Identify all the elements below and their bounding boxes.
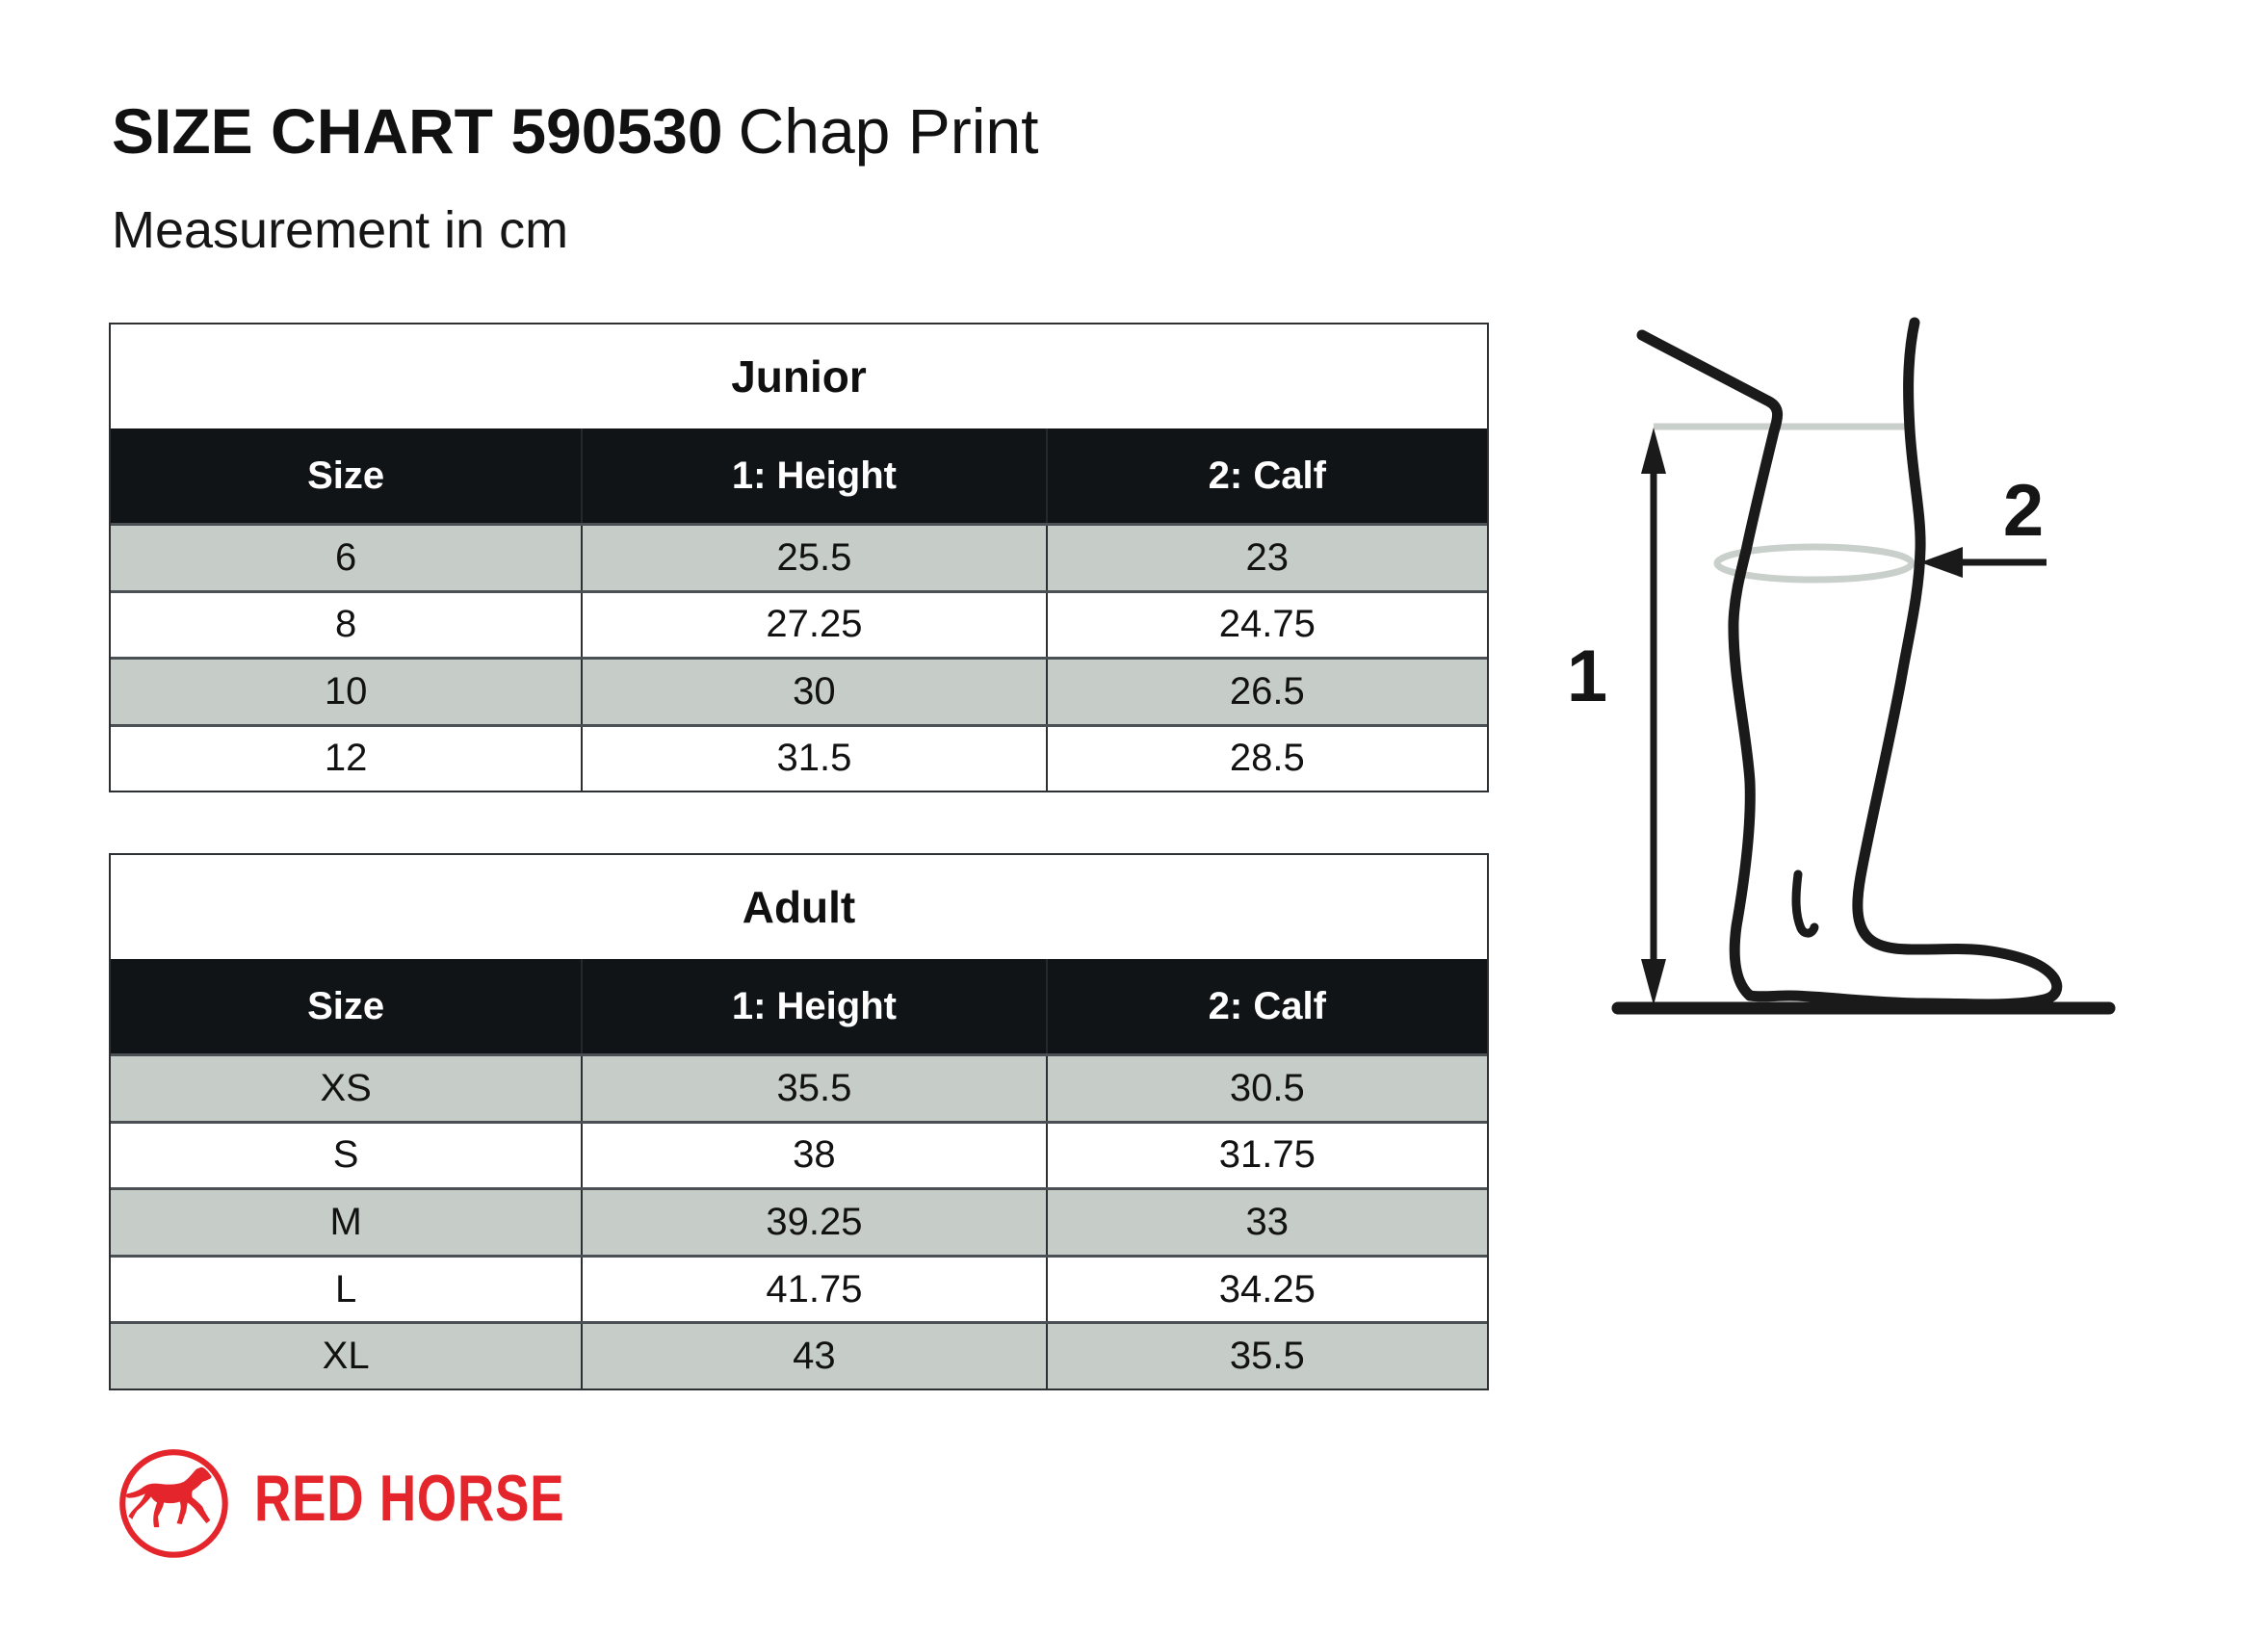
height-arrow [1641, 428, 1666, 1005]
calf-cell: 35.5 [1046, 1324, 1487, 1388]
size-cell: 10 [324, 669, 368, 713]
calf-cell: 34.25 [1046, 1258, 1487, 1322]
size-cell: M [329, 1200, 362, 1243]
calf-cell: 30.5 [1046, 1056, 1487, 1121]
height-cell: 39.25 [581, 1190, 1045, 1255]
page-title-code: SIZE CHART 590530 [112, 95, 723, 167]
junior-table-title: Junior [111, 324, 1487, 428]
table-row [111, 1321, 1487, 1388]
adult-size-table [109, 853, 1489, 1390]
size-cell: 6 [335, 535, 357, 579]
height-cell: 25.5 [581, 526, 1045, 590]
calf-cell: 23 [1046, 526, 1487, 590]
calf-measure-label: 2 [2002, 470, 2045, 552]
table-row [111, 523, 1487, 590]
size-cell: 8 [335, 603, 357, 646]
height-cell: 27.25 [581, 593, 1045, 658]
height-measure-label: 1 [1566, 636, 1608, 717]
calf-cell: 31.75 [1046, 1124, 1487, 1188]
brand-logo [114, 1442, 691, 1577]
height-cell: 43 [581, 1324, 1045, 1388]
horse-silhouette-icon [126, 1467, 212, 1527]
leg-illustration [1560, 308, 2234, 1040]
size-cell: 12 [324, 737, 368, 780]
brand-name: RED HORSE [254, 1462, 565, 1535]
height-cell: 35.5 [581, 1056, 1045, 1121]
table-row [111, 1053, 1487, 1121]
table-row [111, 1187, 1487, 1255]
height-cell: 31.5 [581, 727, 1045, 792]
logo-circle [122, 1452, 224, 1554]
adult-table-header [111, 959, 1487, 1053]
size-cell: XL [322, 1335, 370, 1378]
calf-cell: 26.5 [1046, 660, 1487, 724]
leg-front-line [1642, 335, 1778, 996]
adult-col-height: 1: Height [581, 959, 1045, 1053]
arrow-down-icon [1641, 959, 1666, 1005]
arrow-up-icon [1641, 428, 1666, 474]
junior-col-height: 1: Height [581, 428, 1045, 523]
junior-col-calf: 2: Calf [1046, 428, 1487, 523]
size-cell: S [332, 1133, 359, 1177]
height-cell: 30 [581, 660, 1045, 724]
red-horse-logo-icon [114, 1442, 237, 1566]
table-row [111, 657, 1487, 724]
junior-table-header [111, 428, 1487, 523]
table-row [111, 1255, 1487, 1322]
page-title [112, 95, 1039, 167]
table-row [111, 590, 1487, 658]
measurement-unit-note: Measurement in cm [112, 201, 569, 259]
calf-cell: 24.75 [1046, 593, 1487, 658]
junior-col-size: Size [307, 454, 385, 497]
size-cell: L [335, 1267, 357, 1311]
calf-cell: 33 [1046, 1190, 1487, 1255]
adult-col-calf: 2: Calf [1046, 959, 1487, 1053]
ankle-bone-mark [1796, 874, 1814, 933]
junior-size-table [109, 323, 1489, 792]
height-cell: 41.75 [581, 1258, 1045, 1322]
table-row [111, 724, 1487, 792]
table-row [111, 1121, 1487, 1188]
adult-col-size: Size [307, 984, 385, 1027]
adult-table-title: Adult [111, 855, 1487, 959]
leg-measurement-diagram [1560, 308, 2234, 1040]
page-title-product: Chap Print [738, 95, 1039, 167]
size-cell: XS [320, 1066, 372, 1109]
calf-cell: 28.5 [1046, 727, 1487, 792]
height-cell: 38 [581, 1124, 1045, 1188]
arrow-left-icon [1920, 547, 1963, 578]
